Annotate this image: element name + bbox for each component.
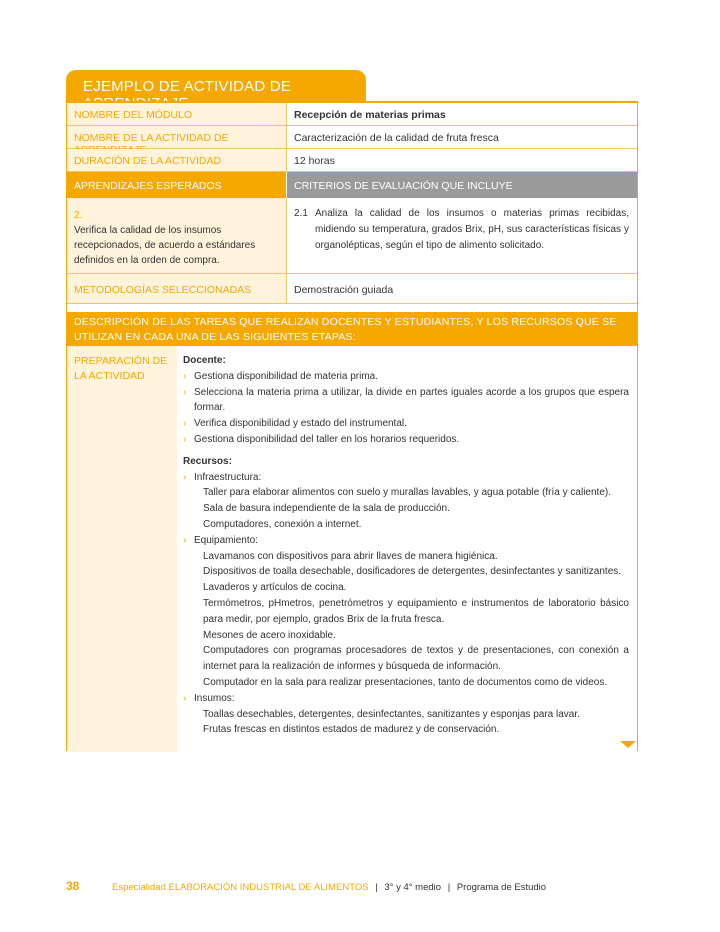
list-item: Frutas frescas en distintos estados de madurez y de conservación. [203,724,500,736]
list-item: › Verifica disponibilidad y estado del instrumental. [183,416,629,432]
methodology-value: Demostración guiada [294,284,394,296]
triangle-down-icon [620,741,636,748]
list-item: Lavamanos con dispositivos para abrir llaves de manera higiénica. [203,550,498,562]
list-item: Mesones de acero inoxidable. [203,629,336,641]
page-number: 38 [66,879,80,893]
footer-separator: | [375,882,378,893]
list-item: Dispositivos de toalla desechable, dosificadores de detergentes, desinfectantes y sanitizantes. [203,566,622,578]
activity-table [66,101,638,751]
expected-learning-header: APRENDIZAJES ESPERADOS [67,172,287,198]
activity-value: Caracterización de la calidad de fruta fresca [294,132,499,144]
equip-heading: › Equipamiento: [183,533,629,549]
list-item: Sala de basura independiente de la sala de producción. [203,503,450,515]
list-item: › Gestiona disponibilidad de materia prima. [183,369,629,385]
module-row [67,103,637,126]
criteria-cell [287,198,637,273]
specialty-prefix: Especialidad [112,882,166,893]
list-item: Toallas desechables, detergentes, desinfectantes, sanitizantes y esponjas para lavar. [203,708,580,720]
preparation-label: PREPARACIÓN DE LA ACTIVIDAD [74,355,168,382]
insumos-heading: › Insumos: [183,691,629,707]
learning-row [67,198,637,274]
infra-heading: › Infraestructura: [183,470,629,486]
list-item: Termómetros, pHmetros, penetrómetros y equipamiento e instrumentos de laboratorio básico para medir, por ejemplo, grados Brix de la fruta fresca. [203,597,629,625]
criterion-number: 2.1 [294,208,308,219]
chevron-right-icon: › [183,370,187,382]
duration-label: DURACIÓN DE LA ACTIVIDAD [67,149,287,171]
page-footer [66,879,626,893]
list-item: Taller para elaborar alimentos con suelo y murallas lavables, y agua potable (fría y caliente). [203,487,611,499]
chevron-right-icon: › [183,692,187,704]
preparation-section [67,346,637,752]
module-label: NOMBRE DEL MÓDULO [67,103,287,125]
learning-number: 2. [74,210,83,221]
chevron-right-icon: › [183,471,187,483]
module-value: Recepción de materias primas [294,109,446,121]
list-item: › Gestiona disponibilidad del taller en los horarios requeridos. [183,432,629,448]
chevron-right-icon: › [183,418,187,430]
specialty-name: ELABORACIÓN INDUSTRIAL DE ALIMENTOS [168,882,369,893]
footer-program: Programa de Estudio [456,882,547,893]
activity-label: NOMBRE DE LA ACTIVIDAD DE [67,126,287,148]
docente-heading: Docente: [183,355,226,366]
header-row [67,172,637,198]
activity-row [67,126,637,149]
description-band: DESCRIPCIÓN DE LAS TAREAS QUE REALIZAN DOCENTES Y ESTUDIANTES, Y LOS RECURSOS QUE SE UTILIZAN EN CADA UNA DE LAS SIGUIENTES ETAPAS: [67,312,637,346]
methodology-row [67,274,637,304]
footer-separator: | [447,882,451,893]
criterion-text: Analiza la calidad de los insumos o materias primas recibidas, midiendo su temperatura, grados Brix, pH, sus características físicas y organolépticas, según el tipo de alimento solicitado. [315,208,629,251]
methodology-label: METODOLOGÍAS SELECCIONADAS [67,274,287,303]
footer-level: 3° y 4° medio [384,882,442,893]
list-item: › Selecciona la materia prima a utilizar, la divide en partes iguales acorde a los grupos que espera formar. [183,385,629,417]
duration-row [67,149,637,172]
preparation-body [177,346,637,752]
learning-text: Verifica la calidad de los insumos recepcionados, de acuerdo a estándares definidos en la orden de compra. [74,225,256,266]
list-item: Lavaderos y artículos de cocina. [203,582,347,594]
expected-learning-cell [67,198,287,273]
recursos-heading: Recursos: [183,455,232,467]
chevron-right-icon: › [183,534,187,546]
duration-value: 12 horas [294,155,335,167]
page-title: EJEMPLO DE ACTIVIDAD DE [66,70,366,103]
list-item: Computadores con programas procesadores de textos y de presentaciones, con conexión a internet para la realización de informes y búsqueda de información. [203,645,629,673]
chevron-right-icon: › [183,386,187,398]
spacer [67,304,637,312]
chevron-right-icon: › [183,433,187,445]
list-item: Computador en la sala para realizar presentaciones, tanto de documentos como de videos. [203,676,608,688]
criteria-header: CRITERIOS DE EVALUACIÓN QUE INCLUYE [287,172,637,198]
list-item: Computadores, conexión a internet. [203,518,362,530]
